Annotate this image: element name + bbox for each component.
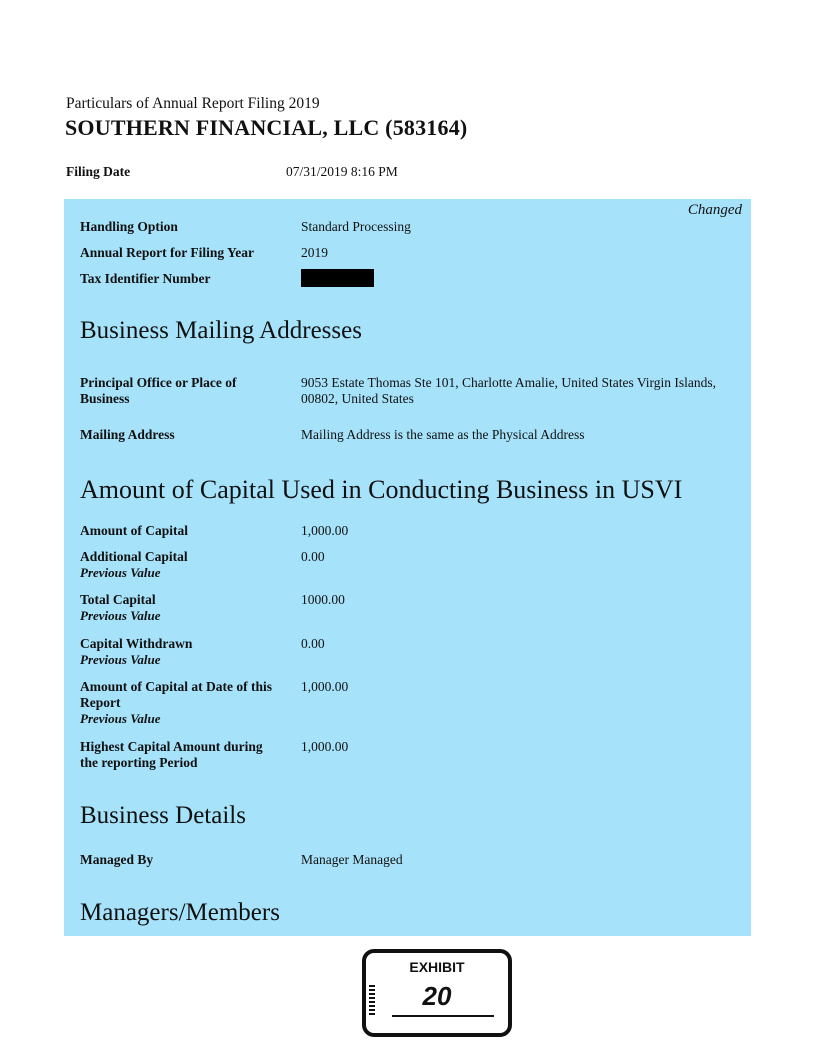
capital-at-report-date-label-text: Amount of Capital at Date of this Report: [80, 679, 272, 710]
total-capital-label: [80, 592, 161, 624]
business-details-heading: Business Details: [80, 802, 246, 829]
capital-withdrawn-label: [80, 636, 192, 668]
total-capital-value: 1000.00: [301, 592, 345, 607]
company-title: SOUTHERN FINANCIAL, LLC (583164): [65, 115, 468, 140]
report-panel: [64, 199, 751, 936]
handling-option-label: Handling Option: [80, 219, 178, 234]
highest-capital-label: Highest Capital Amount during the reporting Period: [80, 739, 263, 770]
filing-year-label: Annual Report for Filing Year: [80, 245, 254, 260]
managed-by-value: Manager Managed: [301, 852, 403, 867]
managers-heading: Managers/Members: [80, 899, 280, 926]
amount-of-capital-label: Amount of Capital: [80, 523, 189, 538]
amount-of-capital-value: 1,000.00: [301, 523, 349, 538]
managed-by-label: Managed By: [80, 852, 154, 867]
mailing-address-value: Mailing Address is the same as the Physical Address: [301, 427, 585, 442]
total-capital-label-text: Total Capital: [80, 592, 156, 607]
principal-office-value: 9053 Estate Thomas Ste 101, Charlotte Amalie, United States Virgin Islands, 00802, United States: [301, 375, 717, 406]
filing-date-label: Filing Date: [66, 164, 131, 179]
highest-capital-value: 1,000.00: [301, 739, 349, 754]
tax-id-redaction: [301, 269, 374, 287]
filing-year-value: 2019: [301, 245, 328, 260]
previous-value-label: Previous Value: [80, 711, 161, 726]
capital-at-report-date-label: [80, 679, 280, 727]
tax-id-label: Tax Identifier Number: [80, 271, 211, 286]
stamp-underline: [392, 1015, 494, 1017]
mailing-address-label: Mailing Address: [80, 427, 175, 442]
additional-capital-value: 0.00: [301, 549, 325, 564]
previous-value-label: Previous Value: [80, 608, 161, 623]
previous-value-label: Previous Value: [80, 565, 161, 580]
exhibit-stamp-number: 20: [422, 981, 452, 1011]
capital-withdrawn-label-text: Capital Withdrawn: [80, 636, 193, 651]
exhibit-stamp: [362, 949, 512, 1037]
filing-date-value: 07/31/2019 8:16 PM: [286, 164, 398, 179]
previous-value-label: Previous Value: [80, 652, 161, 667]
handling-option-value: Standard Processing: [301, 219, 411, 234]
addresses-heading: Business Mailing Addresses: [80, 317, 362, 344]
capital-withdrawn-value: 0.00: [301, 636, 325, 651]
additional-capital-label-text: Additional Capital: [80, 549, 188, 564]
capital-heading: Amount of Capital Used in Conducting Business in USVI: [80, 475, 683, 504]
additional-capital-label: [80, 549, 188, 581]
report-subtitle: Particulars of Annual Report Filing 2019: [66, 95, 320, 112]
exhibit-stamp-title: EXHIBIT: [409, 959, 465, 975]
capital-at-report-date-value: 1,000.00: [301, 679, 349, 694]
changed-indicator: Changed: [687, 202, 742, 218]
principal-office-label: Principal Office or Place of Business: [80, 375, 237, 406]
